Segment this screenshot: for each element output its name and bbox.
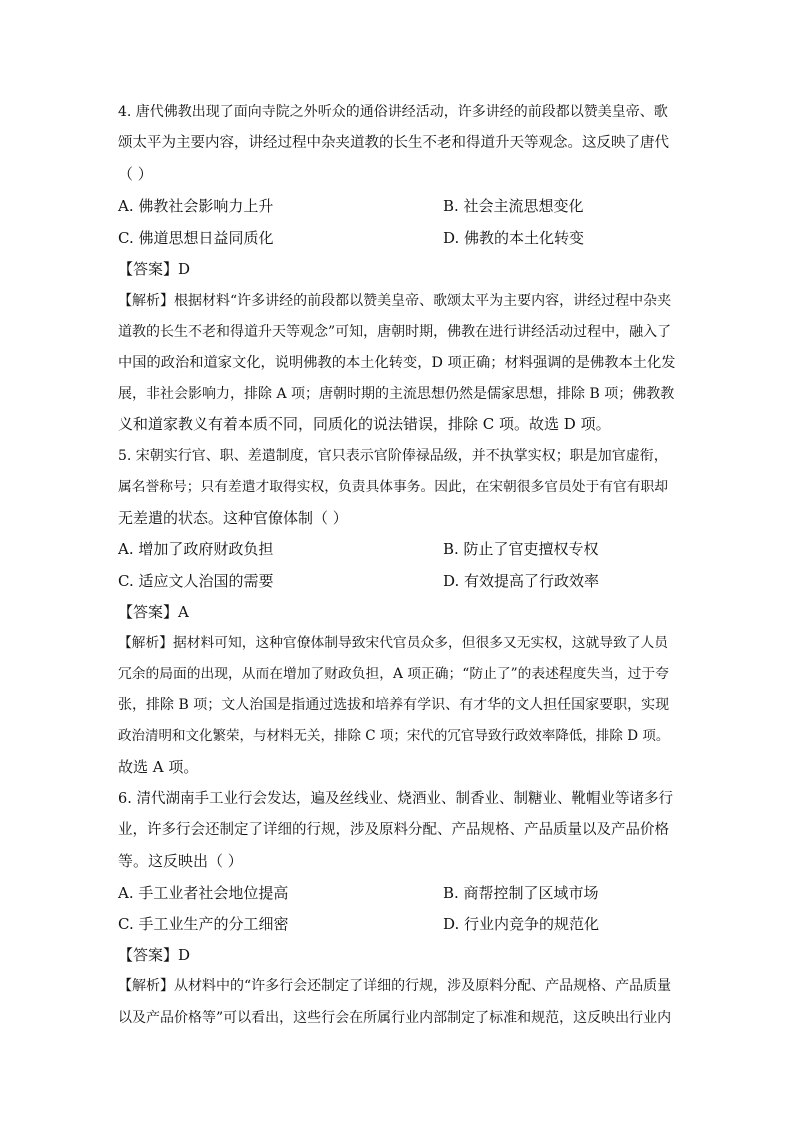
q6-analysis-line-2: 以及产品价格等”可以看出，这些行会在所属行业内部制定了标准和规范，这反映出行业内 <box>118 1010 672 1026</box>
q5-option-d: D. 有效提高了行政效率 <box>443 572 600 590</box>
q4-stem-line-3: （ ） <box>118 165 153 183</box>
q5-stem-line-2: 属名誉称号；只有差遣才取得实权，负责具体事务。因此，在宋朝很多官员处于有官有职却 <box>118 479 669 495</box>
q6-stem-line-1: 6. 清代湖南手工业行会发达，遍及丝线业、烧酒业、制香业、制糖业、靴帽业等诸多行 <box>118 791 673 807</box>
q6-option-a: A. 手工业者社会地位提高 <box>118 884 289 902</box>
q4-option-b: B. 社会主流思想变化 <box>443 197 584 215</box>
q5-option-b: B. 防止了官吏擅权专权 <box>443 540 599 558</box>
q6-stem-line-3: 等。这反映出（ ） <box>118 852 243 870</box>
q5-option-c: C. 适应文人治国的需要 <box>118 572 274 590</box>
q4-option-d: D. 佛教的本土化转变 <box>443 229 585 247</box>
q5-analysis-line-2: 冗余的局面的出现，从而在增加了财政负担，A 项正确；“防止了”的表述程度失当，过于夸 <box>118 666 669 682</box>
q4-analysis-line-3: 中国的政治和道家文化，说明佛教的本土化转变，D 项正确；材料强调的是佛教本土化发 <box>118 355 676 371</box>
q6-answer: 【答案】D <box>118 946 191 964</box>
q4-stem-line-1: 4. 唐代佛教出现了面向寺院之外听众的通俗讲经活动，许多讲经的前段都以赞美皇帝、歌 <box>118 104 668 120</box>
q5-stem-line-3: 无差遣的状态。这种官僚体制（ ） <box>118 509 348 527</box>
q6-analysis-line-1: 【解析】从材料中的“许多行会还制定了详细的行规，涉及原料分配、产品规格、产品质量 <box>118 978 672 994</box>
q5-option-a: A. 增加了政府财政负担 <box>118 540 274 558</box>
q6-option-b: B. 商帮控制了区域市场 <box>443 884 599 902</box>
q4-analysis-line-2: 道教的长生不老和得道升天等观念”可知，唐朝时期，佛教在进行讲经活动过程中，融入了 <box>118 324 672 340</box>
q4-analysis-line-4: 展，非社会影响力，排除 A 项；唐朝时期的主流思想仍然是儒家思想，排除 B 项；佛教教 <box>118 386 675 402</box>
q4-option-c: C. 佛道思想日益同质化 <box>118 229 274 247</box>
q5-analysis-line-5: 故选 A 项。 <box>118 758 199 776</box>
q6-option-c: C. 手工业生产的分工细密 <box>118 915 289 933</box>
q5-answer: 【答案】A <box>118 603 189 621</box>
q5-analysis-line-3: 张，排除 B 项；文人治国是指通过选拔和培养有学识、有才华的文人担任国家要职，实现 <box>118 697 670 713</box>
q5-analysis-line-1: 【解析】据材料可知，这种官僚体制导致宋代官员众多，但很多又无实权，这就导致了人员 <box>118 635 669 651</box>
q5-analysis-line-4: 政治清明和文化繁荣，与材料无关，排除 C 项；宋代的冗官导致行政效率降低，排除 D 项。 <box>118 728 670 744</box>
q5-stem-line-1: 5. 宋朝实行官、职、差遣制度，官只表示官阶俸禄品级，并不执掌实权；职是加官虚衔， <box>118 448 668 464</box>
q4-stem-line-2: 颂太平为主要内容，讲经过程中杂夹道教的长生不老和得道升天等观念。这反映了唐代 <box>118 135 669 151</box>
q6-option-d: D. 行业内竞争的规范化 <box>443 915 600 933</box>
q4-answer: 【答案】D <box>118 260 191 278</box>
q4-option-a: A. 佛教社会影响力上升 <box>118 197 274 215</box>
q6-stem-line-2: 业，许多行会还制定了详细的行规，涉及原料分配、产品规格、产品质量以及产品价格 <box>118 822 669 838</box>
q4-analysis-line-5: 义和道家教义有着本质不同，同质化的说法错误，排除 C 项。故选 D 项。 <box>118 415 611 433</box>
q4-analysis-line-1: 【解析】根据材料“许多讲经的前段都以赞美皇帝、歌颂太平为主要内容，讲经过程中杂夹 <box>118 293 672 309</box>
